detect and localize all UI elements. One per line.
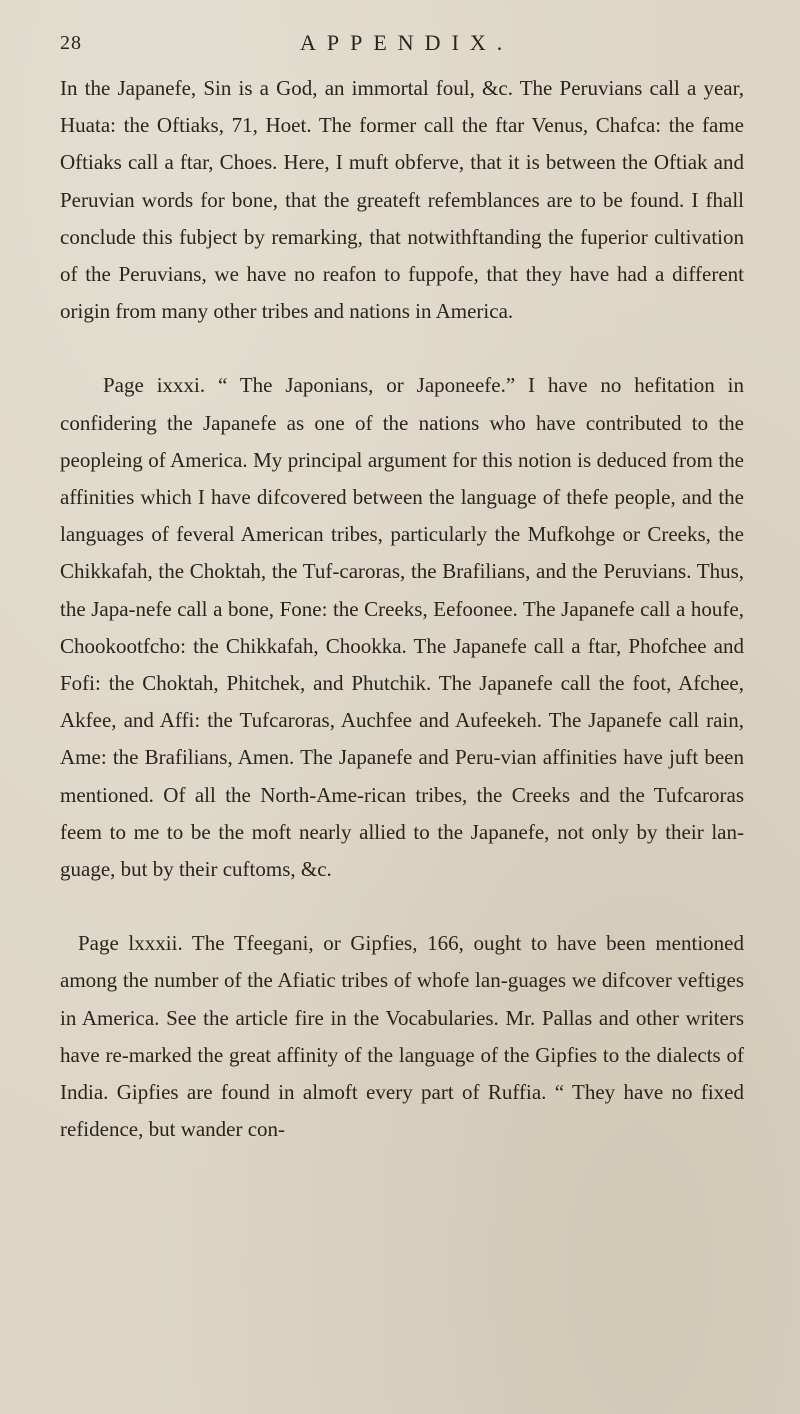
page-header	[60, 28, 744, 64]
paragraph-page-lxxxi: Page ixxxi. “ The Japonians, or Japoneefe.” I have no hefitation in confidering the Japanefe as one of the nations who have contributed to the peopleing of America. My principal argument for this notion is deduced from the affinities which I have difcovered between the language of thefe people, and the languages of feveral American tribes, particularly the Mufkohge or Creeks, the Chikkafah, the Choktah, the Tuf-caroras, the Brafilians, and the Peruvians. Thus, the Japa-nefe call a bone, Fone: the Creeks, Eefoonee. The Japanefe call a houfe, Chookootfcho: the Chikkafah, Chookka. The Japanefe call a ftar, Phofchee and Fofi: the Choktah, Phitchek, and Phutchik. The Japanefe call the foot, Afchee, Akfee, and Affi: the Tufcaroras, Auchfee and Aufeekeh. The Japanefe call rain, Ame: the Brafilians, Amen. The Japanefe and Peru-vian affinities have juft been mentioned. Of all the North-Ame-rican tribes, the Creeks and the Tufcaroras feem to me to be the moft nearly allied to the Japanefe, not only by their lan-guage, but by their cuftoms, &c.	[60, 373, 744, 882]
paragraph-japanese-peruvian: In the Japanefe, Sin is a God, an immortal foul, &c. The Peruvians call a year, Huata: the Oftiaks, 71, Hoet. The former call the ftar Venus, Chafca: the fame Oftiaks call a ftar, Choes. Here, I muft obferve, that it is between the Oftiak and Peruvian words for bone, that the greateft refemblances are to be found. I fhall conclude this fubject by remarking, that notwithftanding the fuperior cultivation of the Peruvians, we have no reafon to fuppofe, that they have had a different origin from many other tribes and nations in America.	[60, 76, 744, 324]
paragraph-page-lxxxii: Page lxxxii. The Tfeegani, or Gipfies, 166, ought to have been mentioned among the number of the Afiatic tribes of whofe lan-guages we difcover veftiges in America. See the article fire in the Vocabularies. Mr. Pallas and other writers have re-marked the great affinity of the language of the Gipfies to the dialects of India. Gipfies are found in almoft every part of Ruffia. “ They have no fixed refidence, but wander con-	[60, 931, 744, 1142]
page-number: 28	[60, 32, 82, 54]
running-head: APPENDIX.	[300, 30, 514, 55]
